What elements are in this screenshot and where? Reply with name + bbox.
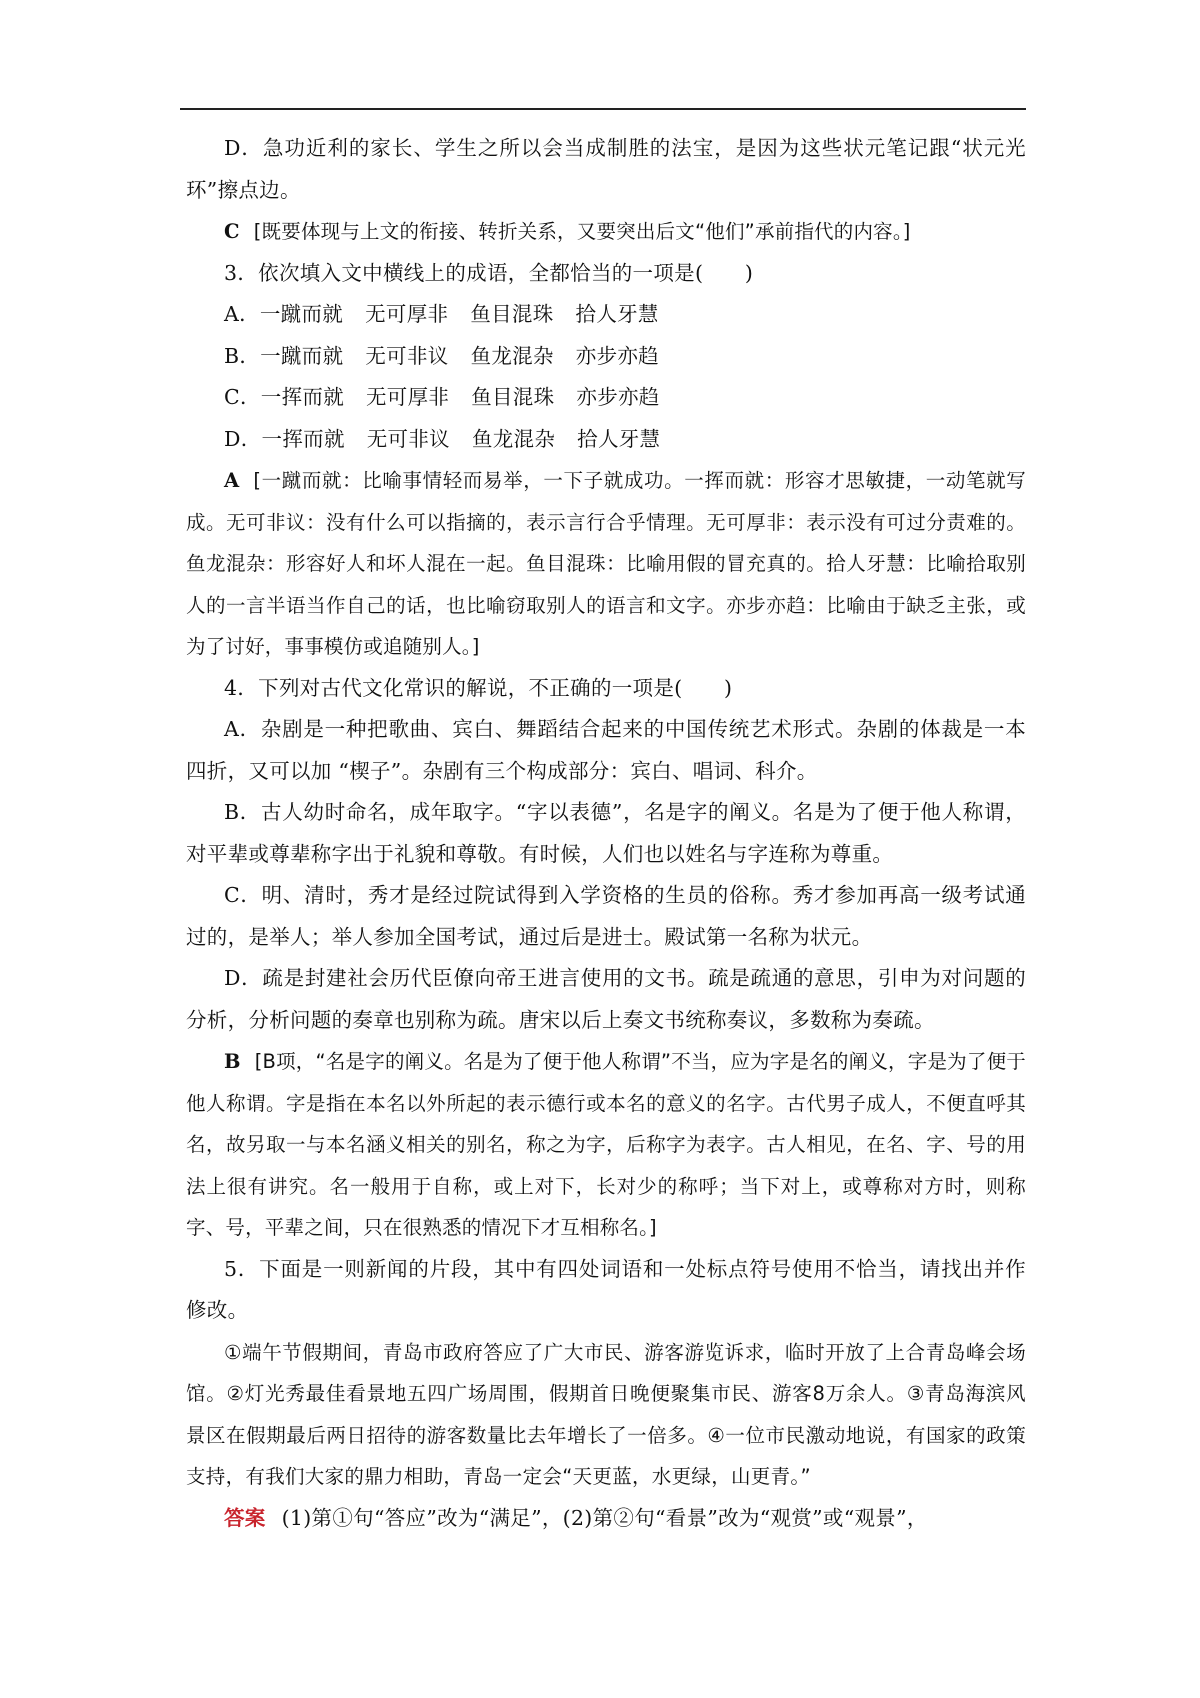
idiom: 一挥而就 xyxy=(260,385,344,409)
q4-option-a: A．杂剧是一种把歌曲、宾白、舞蹈结合起来的中国传统艺术形式。杂剧的体裁是一本四折，又可以加 “楔子”。杂剧有三个构成部分：宾白、唱词、科介。 xyxy=(186,717,1026,783)
q2-option-d: D．急功近利的家长、学生之所以会当成制胜的法宝，是因为这些状元笔记跟“状元光环”擦点边。 xyxy=(186,136,1026,202)
q3-option-b xyxy=(186,336,1026,378)
idiom: 一蹴而就 xyxy=(260,343,344,368)
idiom: 无可厚非 xyxy=(365,302,449,326)
header-rule xyxy=(180,108,1026,110)
q3-answer-text: [一蹴而就：比喻事情轻而易举，一下子就成功。一挥而就：形容才思敏捷，一动笔就写成。无可非议：没有什么可以指摘的，表示言行合乎情理。无可厚非：表示没有可过分责难的。鱼龙混杂：形容好人和坏人混在一起。鱼目混珠：比喻用假的冒充真的。拾人牙慧：比喻拾取别人的一言半语当作自己的话，也比喻窃取别人的语言和文字。亦步亦趋：比喻由于缺乏主张，或为了讨好，事事模仿或追随别人。] xyxy=(186,469,1026,658)
idiom: 亦步亦趋 xyxy=(576,385,660,409)
idiom: 鱼龙混杂 xyxy=(471,426,556,451)
q5-stem: 5．下面是一则新闻的片段，其中有四处词语和一处标点符号使用不恰当，请找出并作修改。 xyxy=(186,1256,1026,1322)
idiom: 一挥而就 xyxy=(261,426,345,451)
q3-answer-letter: A xyxy=(224,469,240,492)
idiom: 亦步亦趋 xyxy=(575,343,659,368)
idiom: 无可非议 xyxy=(366,426,450,451)
q3-answer xyxy=(186,460,1026,668)
q4-answer xyxy=(186,1041,1026,1249)
q5-answer xyxy=(186,1498,1026,1540)
idiom: 鱼目混珠 xyxy=(470,302,554,326)
q3-option-a xyxy=(186,294,1026,336)
q2-answer-letter: C xyxy=(224,220,240,243)
option-letter: D． xyxy=(224,426,262,451)
idiom: 无可厚非 xyxy=(366,385,450,409)
idiom: 鱼目混珠 xyxy=(471,385,555,409)
q3-options xyxy=(186,294,1026,460)
page-content xyxy=(186,128,1026,1539)
q4-option-b: B．古人幼时命名，成年取字。“字以表德”，名是字的阐义。名是为了便于他人称谓，对平辈或尊辈称字出于礼貌和尊敬。有时候，人们也以姓名与字连称为尊重。 xyxy=(186,800,1026,866)
idiom: 一蹴而就 xyxy=(259,302,344,326)
option-letter: A． xyxy=(224,302,260,326)
idiom: 拾人牙慧 xyxy=(575,302,659,326)
option-letter: B． xyxy=(224,343,261,368)
option-letter: C． xyxy=(224,385,261,409)
answer-label: 答案 xyxy=(224,1505,266,1530)
idiom: 无可非议 xyxy=(365,343,449,368)
q3-stem: 3．依次填入文中横线上的成语，全都恰当的一项是( ) xyxy=(224,260,754,285)
q4-option-d: D．疏是封建社会历代臣僚向帝王进言使用的文书。疏是疏通的意思，引申为对问题的分析，分析问题的奏章也别称为疏。唐宋以后上奏文书统称奏议，多数称为奏疏。 xyxy=(186,966,1026,1032)
q5-passage: ①端午节假期间，青岛市政府答应了广大市民、游客游览诉求，临时开放了上合青岛峰会场馆。②灯光秀最佳看景地五四广场周围，假期首日晚便聚集市民、游客8万余人。③青岛海滨风景区在假期最后两日招待的游客数量比去年增长了一倍多。④一位市民激动地说，有国家的政策支持，有我们大家的鼎力相助，青岛一定会“天更蓝，水更绿，山更青。” xyxy=(186,1340,1026,1488)
q3-option-c xyxy=(186,377,1026,419)
idiom: 鱼龙混杂 xyxy=(470,343,554,368)
q4-stem: 4．下列对古代文化常识的解说，不正确的一项是( ) xyxy=(224,675,733,700)
idiom: 拾人牙慧 xyxy=(577,426,661,451)
q2-answer-text: [既要体现与上文的衔接、转折关系，又要突出后文“他们”承前指代的内容。] xyxy=(253,220,911,243)
q5-answer-text: (1)第①句“答应”改为“满足”，(2)第②句“看景”改为“观赏”或“观景”， xyxy=(281,1505,928,1530)
q4-answer-text: [B项，“名是字的阐义。名是为了便于他人称谓”不当，应为字是名的阐义，字是为了便于他人称谓。字是指在本名以外所起的表示德行或本名的意义的名字。古代男子成人，不便直呼其名，故另取一与本名涵义相关的别名，称之为字，后称字为表字。古人相见，在名、字、号的用法上很有讲究。名一般用于自称，或上对下，长对少的称呼；当下对上，或尊称对方时，则称字、号，平辈之间，只在很熟悉的情况下才互相称名。] xyxy=(186,1050,1026,1239)
q3-option-d xyxy=(186,419,1026,461)
q4-answer-letter: B xyxy=(224,1050,241,1073)
q4-option-c: C．明、清时，秀才是经过院试得到入学资格的生员的俗称。秀才参加再高一级考试通过的，是举人；举人参加全国考试，通过后是进士。殿试第一名称为状元。 xyxy=(186,883,1026,949)
q2-answer xyxy=(186,211,1026,253)
